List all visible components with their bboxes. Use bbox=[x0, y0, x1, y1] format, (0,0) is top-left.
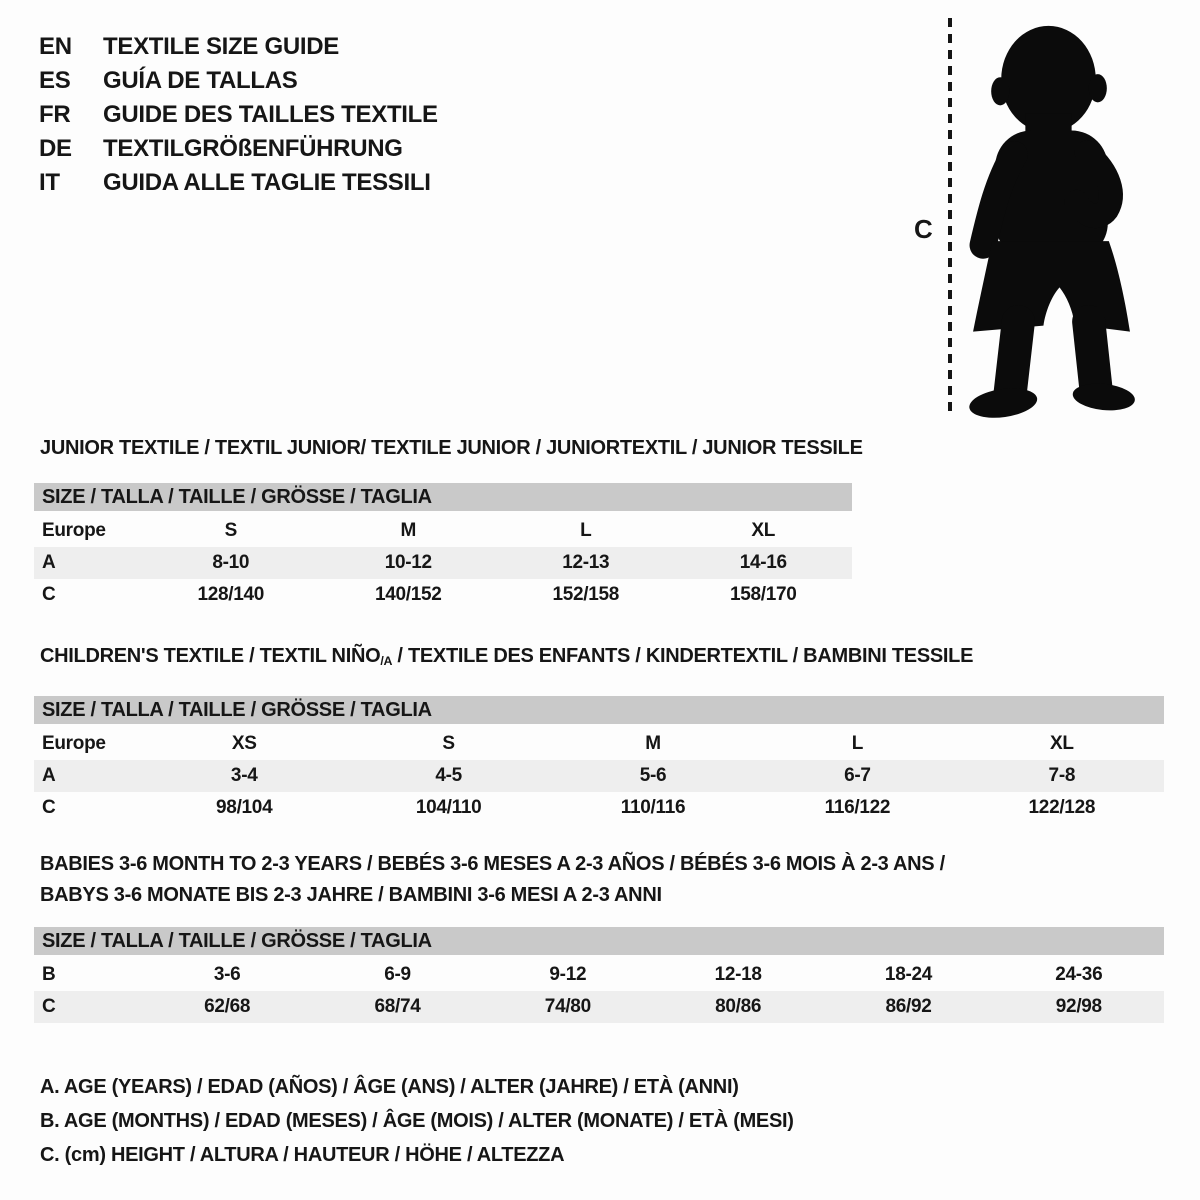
table-row-height bbox=[34, 579, 852, 611]
babies-textile-section bbox=[34, 849, 1164, 1023]
guide-title-en: TEXTILE SIZE GUIDE bbox=[103, 33, 339, 60]
row-label: A bbox=[42, 552, 56, 573]
lang-code: IT bbox=[39, 169, 60, 196]
age-cell: 10-12 bbox=[384, 552, 432, 573]
children-table-title bbox=[40, 644, 1164, 673]
height-cell: 128/140 bbox=[197, 584, 265, 605]
size-cell: M bbox=[400, 520, 417, 541]
table-row-height bbox=[34, 792, 1164, 824]
height-cell: 122/128 bbox=[1028, 797, 1096, 819]
row-label: A bbox=[42, 765, 56, 787]
months-cell: 9-12 bbox=[549, 964, 587, 985]
table-row-age bbox=[34, 547, 852, 579]
height-cell: 152/158 bbox=[552, 584, 620, 605]
row-label: B bbox=[42, 964, 56, 985]
height-cell: 68/74 bbox=[374, 996, 421, 1017]
age-cell: 14-16 bbox=[739, 552, 787, 573]
height-cell: 116/122 bbox=[824, 797, 891, 819]
age-cell: 3-4 bbox=[230, 765, 258, 787]
size-cell: L bbox=[580, 520, 592, 541]
title-part: CHILDREN'S TEXTILE / TEXTIL NIÑO bbox=[40, 645, 381, 667]
table-row-europe bbox=[34, 728, 1164, 760]
lang-code: ES bbox=[39, 67, 71, 94]
height-cell: 158/170 bbox=[729, 584, 797, 605]
row-label: Europe bbox=[42, 520, 106, 541]
table-row-months bbox=[34, 959, 1164, 991]
size-header-bar: SIZE / TALLA / TAILLE / GRÖSSE / TAGLIA bbox=[34, 927, 1164, 955]
toddler-silhouette-icon bbox=[962, 16, 1138, 422]
height-cell: 110/116 bbox=[620, 797, 686, 819]
age-cell: 5-6 bbox=[639, 765, 667, 787]
legend-height-cm: C. (cm) HEIGHT / ALTURA / HAUTEUR / HÖHE / ALTEZZA bbox=[40, 1144, 565, 1166]
height-measure-dashed-line bbox=[948, 18, 952, 416]
junior-textile-section bbox=[34, 436, 863, 611]
height-cell: 80/86 bbox=[715, 996, 762, 1017]
height-measure-label: C bbox=[914, 214, 933, 244]
height-cell: 140/152 bbox=[374, 584, 442, 605]
height-cell: 86/92 bbox=[885, 996, 932, 1017]
children-textile-section bbox=[34, 644, 1164, 824]
size-cell: XS bbox=[231, 733, 257, 755]
legend-age-months: B. AGE (MONTHS) / EDAD (MESES) / ÂGE (MOIS) / ALTER (MONATE) / ETÀ (MESI) bbox=[40, 1110, 794, 1132]
babies-table-title bbox=[40, 849, 1164, 911]
age-cell: 8-10 bbox=[212, 552, 250, 573]
language-title-list bbox=[39, 30, 438, 200]
size-header-bar: SIZE / TALLA / TAILLE / GRÖSSE / TAGLIA bbox=[34, 696, 1164, 724]
height-cell: 74/80 bbox=[544, 996, 591, 1017]
lang-row-fr bbox=[39, 98, 438, 132]
table-row-europe bbox=[34, 515, 852, 547]
guide-title-it: GUIDA ALLE TAGLIE TESSILI bbox=[103, 169, 431, 196]
row-label: C bbox=[42, 584, 56, 605]
lang-row-es bbox=[39, 64, 438, 98]
measurement-legend bbox=[40, 1070, 794, 1172]
age-cell: 4-5 bbox=[435, 765, 462, 787]
table-row-age bbox=[34, 760, 1164, 792]
height-cell: 104/110 bbox=[415, 797, 482, 819]
height-cell: 62/68 bbox=[204, 996, 251, 1017]
size-cell: S bbox=[442, 733, 455, 755]
row-label: C bbox=[42, 996, 56, 1017]
lang-row-it bbox=[39, 166, 438, 200]
age-cell: 12-13 bbox=[562, 552, 610, 573]
title-subscript: /A bbox=[380, 654, 393, 669]
title-line-1: BABIES 3-6 MONTH TO 2-3 YEARS / BEBÉS 3-6 MESES A 2-3 AÑOS / BÉBÉS 3-6 MOIS À 2-3 ANS / bbox=[40, 853, 945, 875]
size-cell: S bbox=[224, 520, 237, 541]
size-header-bar: SIZE / TALLA / TAILLE / GRÖSSE / TAGLIA bbox=[34, 483, 852, 511]
measurement-figure bbox=[900, 0, 1200, 430]
age-cell: 7-8 bbox=[1048, 765, 1076, 787]
size-cell: XL bbox=[751, 520, 776, 541]
legend-age-years: A. AGE (YEARS) / EDAD (AÑOS) / ÂGE (ANS) / ALTER (JAHRE) / ETÀ (ANNI) bbox=[40, 1076, 739, 1098]
guide-title-es: GUÍA DE TALLAS bbox=[103, 67, 298, 94]
junior-table-title: JUNIOR TEXTILE / TEXTIL JUNIOR/ TEXTILE JUNIOR / JUNIORTEXTIL / JUNIOR TESSILE bbox=[40, 437, 863, 459]
height-cell: 98/104 bbox=[216, 797, 273, 819]
lang-code: FR bbox=[39, 101, 71, 128]
lang-row-de bbox=[39, 132, 438, 166]
months-cell: 3-6 bbox=[213, 964, 241, 985]
size-cell: XL bbox=[1049, 733, 1074, 755]
months-cell: 18-24 bbox=[884, 964, 933, 985]
lang-row-en bbox=[39, 30, 438, 64]
height-cell: 92/98 bbox=[1055, 996, 1102, 1017]
guide-title-de: TEXTILGRÖßENFÜHRUNG bbox=[103, 135, 403, 162]
table-row-height bbox=[34, 991, 1164, 1023]
months-cell: 24-36 bbox=[1055, 964, 1103, 985]
row-label: C bbox=[42, 797, 56, 819]
guide-title-fr: GUIDE DES TAILLES TEXTILE bbox=[103, 101, 438, 128]
months-cell: 6-9 bbox=[384, 964, 411, 985]
size-cell: M bbox=[645, 733, 661, 755]
lang-code: DE bbox=[39, 135, 72, 162]
months-cell: 12-18 bbox=[714, 964, 762, 985]
age-cell: 6-7 bbox=[844, 765, 871, 787]
lang-code: EN bbox=[39, 33, 72, 60]
title-part: / TEXTILE DES ENFANTS / KINDERTEXTIL / BAMBINI TESSILE bbox=[392, 645, 974, 667]
row-label: Europe bbox=[42, 733, 106, 755]
size-cell: L bbox=[851, 733, 864, 755]
title-line-2: BABYS 3-6 MONATE BIS 2-3 JAHRE / BAMBINI 3-6 MESI A 2-3 ANNI bbox=[40, 884, 662, 906]
